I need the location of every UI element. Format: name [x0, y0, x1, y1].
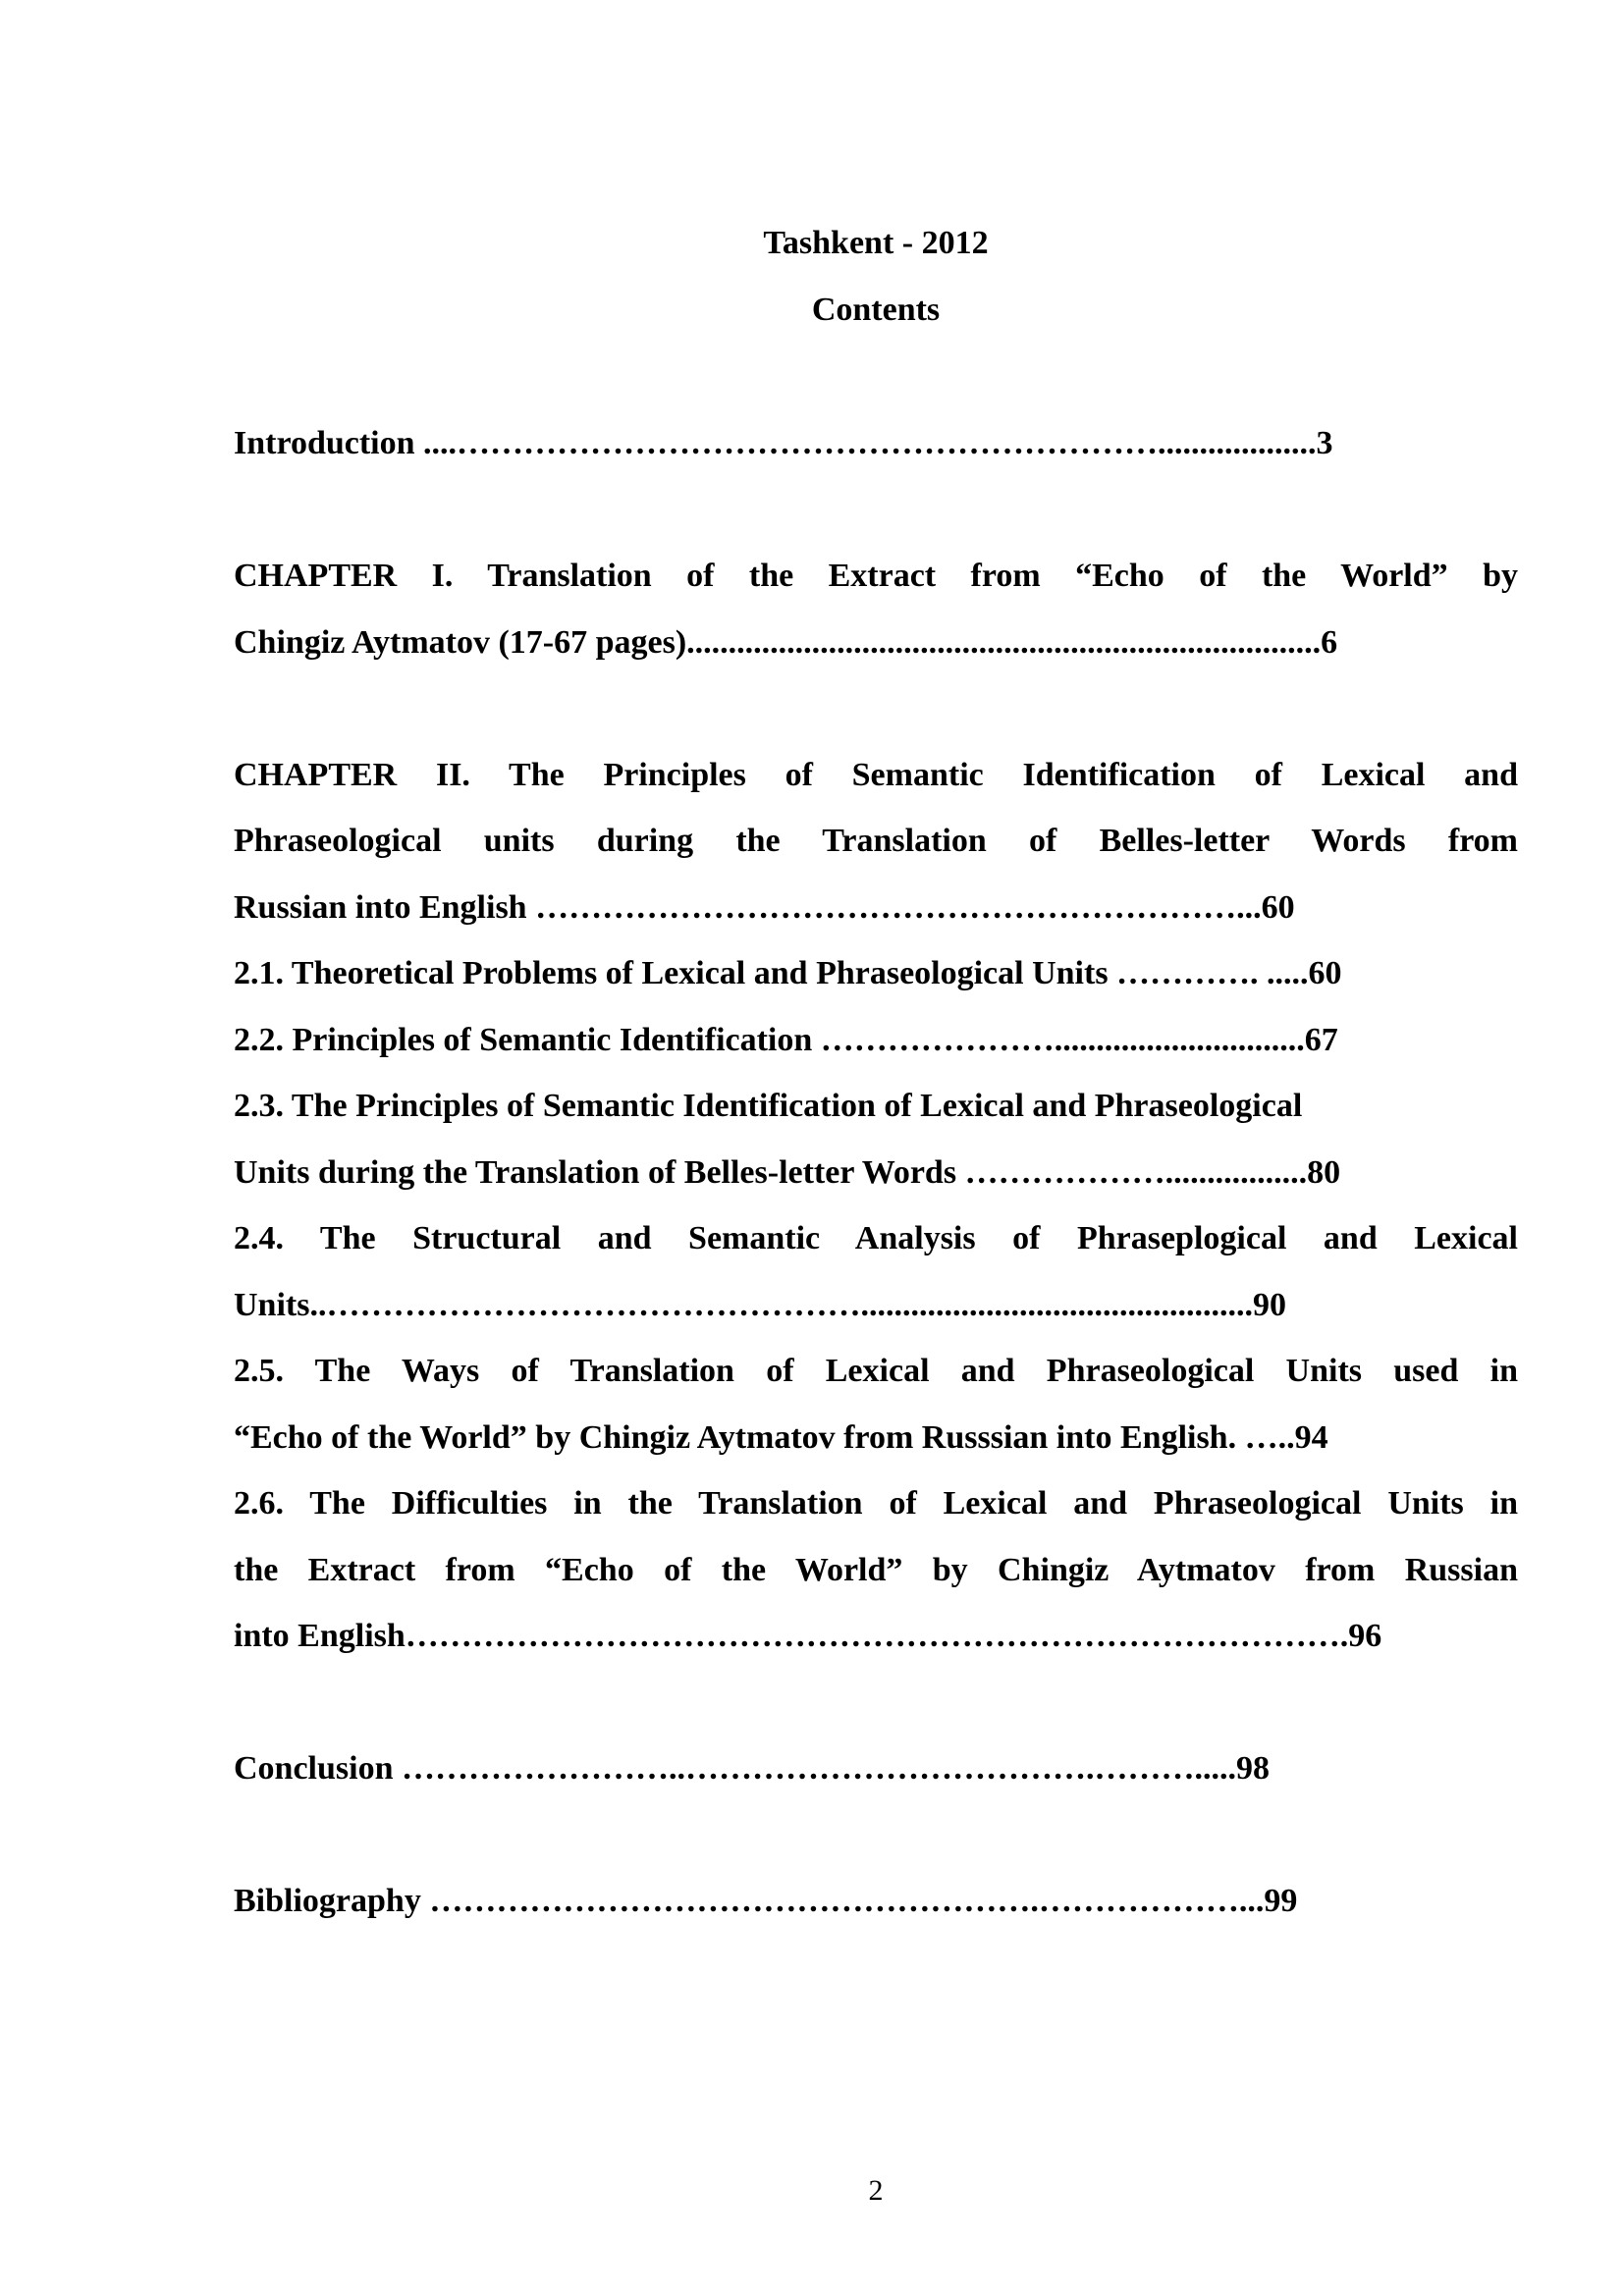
toc-entry-section-2-5: 2.5. The Ways of Translation of Lexical and Phraseological Units used in: [234, 1353, 1518, 1389]
toc-entry-section-2-2: 2.2. Principles of Semantic Identification …………………..............................67: [234, 1021, 1338, 1058]
toc-entry-section-2-5-cont: “Echo of the World” by Chingiz Aytmatov from Russsian into English. …..94: [234, 1418, 1328, 1456]
toc-entry-conclusion: Conclusion ……………………..……………………………….……….....98: [234, 1750, 1270, 1787]
toc-entry-section-2-4-cont: Units..…………………………………………...............................................90: [234, 1286, 1286, 1323]
toc-spacer: [234, 1670, 1518, 1736]
contents-heading: Contents: [811, 292, 941, 328]
toc-entry-chapter-1-cont: Chingiz Aytmatov (17-67 pages)............................................................................6: [234, 623, 1338, 661]
toc-entry-chapter-2-end: Russian into English ………………………………………………………...60: [234, 888, 1295, 926]
toc-entry-section-2-3: 2.3. The Principles of Semantic Identification of Lexical and Phraseological: [234, 1088, 1303, 1124]
toc-entry-section-2-6: 2.6. The Difficulties in the Translation of Lexical and Phraseological Units in: [234, 1485, 1518, 1522]
toc-entry-section-2-4: 2.4. The Structural and Semantic Analysis of Phraseplogical and Lexical: [234, 1220, 1518, 1256]
toc-entry-chapter-2: CHAPTER II. The Principles of Semantic Identification of Lexical and: [234, 756, 1518, 793]
toc-entry-bibliography: Bibliography ……………………………………………….………………...99: [234, 1883, 1298, 1919]
toc-spacer: [234, 675, 1518, 742]
toc-entry-chapter-1: CHAPTER I. Translation of the Extract from “Echo of the World” by: [234, 558, 1518, 594]
toc-entry-section-2-6-cont: the Extract from “Echo of the World” by Chingiz Aytmatov from Russian: [234, 1551, 1518, 1588]
toc-entry-chapter-2-cont: Phraseological units during the Translation of Belles-letter Words from: [234, 823, 1518, 859]
table-of-contents: [234, 410, 1518, 1935]
toc-entry-section-2-6-end: into English………………………………………………………………………….96: [234, 1618, 1382, 1654]
toc-spacer: [234, 1802, 1518, 1869]
toc-entry-section-2-1: 2.1. Theoretical Problems of Lexical and Phraseological Units …………. .....60: [234, 955, 1342, 991]
place-year-line: Tashkent - 2012: [763, 225, 989, 261]
toc-entry-introduction: Introduction ....………………………………………………………...................3: [234, 425, 1333, 461]
toc-entry-section-2-3-cont: Units during the Translation of Belles-letter Words ……………….................80: [234, 1153, 1341, 1191]
page-number: 2: [868, 2174, 884, 2207]
toc-spacer: [234, 477, 1518, 544]
